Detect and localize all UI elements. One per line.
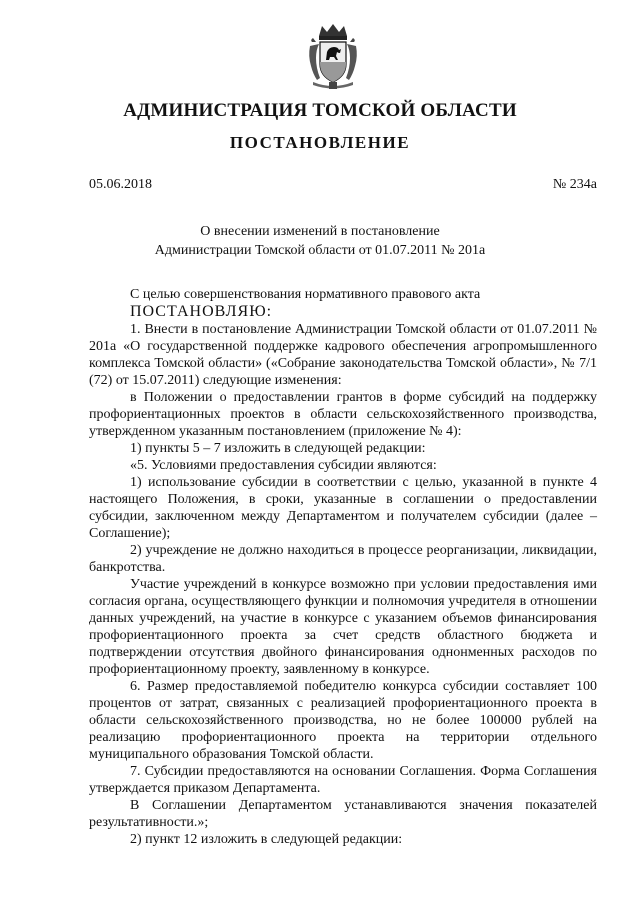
- paragraph: 2) пункт 12 изложить в следующей редакции:: [130, 832, 403, 847]
- paragraph: 1) использование субсидии в соответствии с целью, указанной в пункте 4 настоящего Положения, в сроки, указанные в соглашении о предоставлении субсидии, заключенном между Департаментом и получателем субсидии (далее – Соглашение);: [89, 475, 597, 541]
- paragraph: 2) учреждение не должно находиться в процессе реорганизации, ликвидации, банкротства.: [89, 543, 597, 575]
- paragraph: в Положении о предоставлении грантов в форме субсидий на поддержку профориентационных проектов в области сельскохозяйственного производства, утвержденном указанным постановлением (приложение № 4):: [89, 390, 597, 439]
- preamble: С целью совершенствования нормативного правового акта: [130, 287, 481, 302]
- decree-word: ПОСТАНОВЛЯЮ:: [130, 303, 273, 320]
- paragraph: Участие учреждений в конкурсе возможно при условии предоставления ими согласия органа, осуществляющего функции и полномочия учредителя в отношении данных учреждений, на участие в конкурсе с указанием объемов финансирования профориентационного проекта за счет средств областного бюджета и подтверждении отсутствия двойного финансирования однонменных расходов по профориентационному проекту, заявленному в конкурсе.: [89, 577, 597, 677]
- document-subject: [0, 222, 640, 260]
- document-type: ПОСТАНОВЛЕНИЕ: [229, 133, 411, 152]
- paragraph: В Соглашении Департаментом устанавливаются значения показателей результативности.»;: [89, 798, 597, 830]
- paragraph: 6. Размер предоставляемой победителю конкурса субсидии составляет 100 процентов от затрат, связанных с реализацией профориентационного проекта в области сельскохозяйственного производства, но не более 100000 рублей на реализацию профориентационного проекта на территории отдельного муниципального образования Томской области.: [89, 679, 597, 762]
- paragraph: «5. Условиями предоставления субсидии являются:: [130, 458, 437, 473]
- organization-title: АДМИНИСТРАЦИЯ ТОМСКОЙ ОБЛАСТИ: [123, 100, 517, 121]
- subject-line: О внесении изменений в постановление: [200, 224, 440, 239]
- document-number: № 234а: [552, 177, 597, 192]
- paragraph: 1. Внести в постановление Администрации Томской области от 01.07.2011 № 201а «О государственной поддержке кадрового обеспечения агропромышленного комплекса Томской области» («Собрание законодательства Томской области», № 7/1 (72) от 15.07.2011) следующие изменения:: [89, 322, 597, 388]
- document-date: 05.06.2018: [89, 177, 152, 192]
- paragraph: 1) пункты 5 – 7 изложить в следующей редакции:: [130, 441, 426, 456]
- document-body: [89, 286, 597, 848]
- subject-line: Администрации Томской области от 01.07.2011 № 201а: [154, 243, 486, 258]
- tomsk-oblast-coat-of-arms-icon: [307, 22, 359, 90]
- paragraph: 7. Субсидии предоставляются на основании Соглашения. Форма Соглашения утверждается приказом Департамента.: [89, 764, 597, 796]
